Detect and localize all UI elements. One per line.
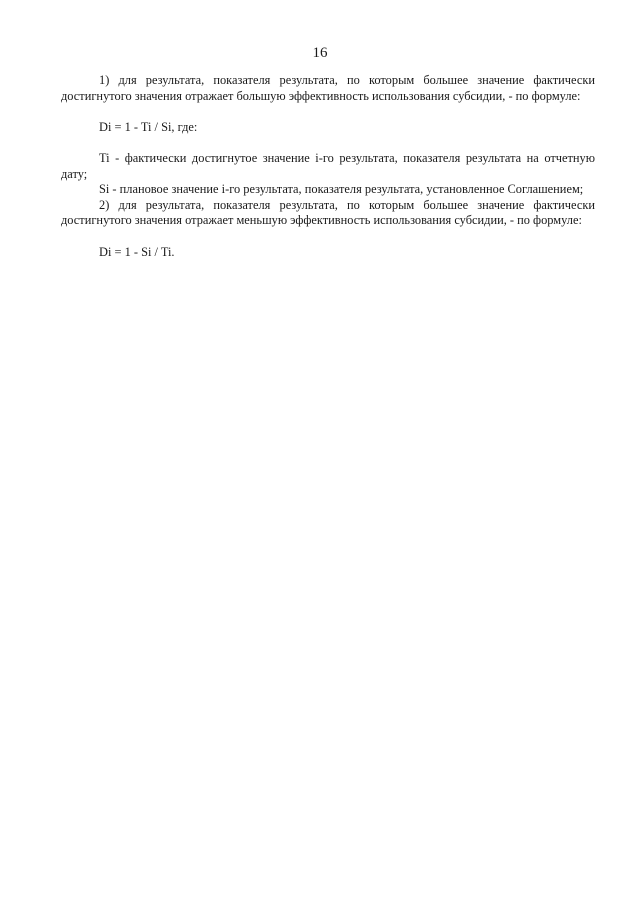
blank-line (61, 104, 595, 120)
blank-line (61, 135, 595, 151)
paragraph-si-definition: Si - плановое значение i-го результата, показателя результата, установленное Соглашением; (99, 182, 584, 197)
paragraph-ti-definition: Ti - фактически достигнутое значение i-го результата, показателя результата на отчетную дату; (61, 150, 595, 181)
formula-di-ti-si: Di = 1 - Ti / Si, где: (99, 119, 198, 134)
page-number: 16 (312, 45, 328, 61)
blank-line (61, 229, 595, 245)
paragraph-case-1: 1) для результата, показателя результата, по которым большее значение фактически достигнутого значения отражает большую эффективность использования субсидии, - по формуле: (61, 73, 595, 103)
page-content (61, 73, 595, 260)
formula-di-si-ti: Di = 1 - Si / Ti. (99, 244, 175, 259)
paragraph-case-2: 2) для результата, показателя результата, по которым большее значение фактически достигнутого значения отражает меньшую эффективность использования субсидии, - по формуле: (61, 197, 595, 228)
